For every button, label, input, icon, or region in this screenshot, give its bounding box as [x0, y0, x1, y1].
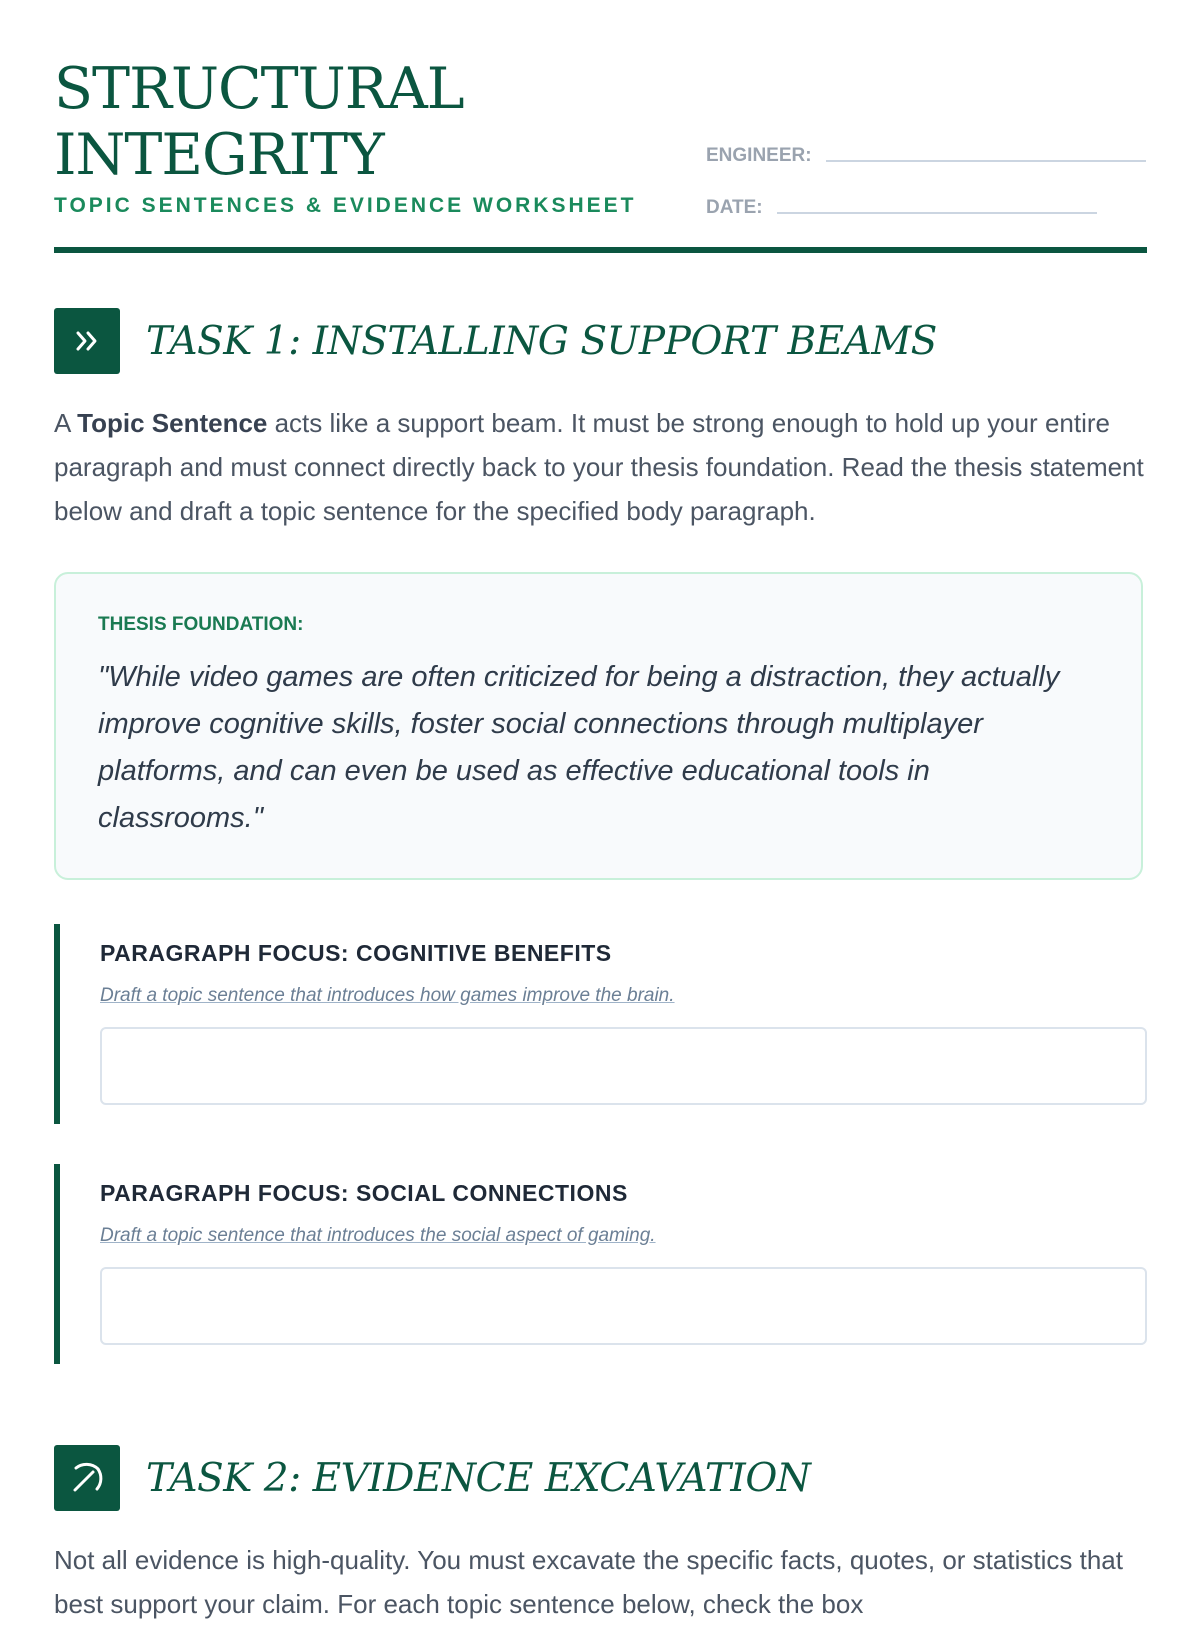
topic-sentence-input-cognitive[interactable]	[100, 1027, 1147, 1105]
date-field[interactable]	[777, 192, 1097, 214]
topic-sentence-input-social[interactable]	[100, 1267, 1147, 1345]
task2-heading	[54, 1445, 810, 1511]
focus-block-cognitive	[54, 924, 1147, 1124]
title-line-1: STRUCTURAL	[54, 56, 464, 122]
task2-instructions: Not all evidence is high-quality. You must excavate the specific facts, quotes, or statistics that best support your claim. For each topic sentence below, check the box	[54, 1545, 1123, 1619]
worksheet-header	[54, 0, 1147, 252]
task1-heading	[54, 308, 937, 374]
date-label: DATE:	[706, 197, 763, 218]
thesis-text: "While video games are often criticized for being a distraction, they actually improve cognitive skills, foster social connections through multiplayer platforms, and can even be used as effective educational tools in classrooms."	[98, 661, 1060, 834]
task1-intro-prefix: A	[54, 408, 78, 438]
focus-hint: Draft a topic sentence that introduces how games improve the brain.	[100, 985, 675, 1006]
engineer-field[interactable]	[826, 140, 1146, 162]
title-line-2: INTEGRITY	[54, 122, 384, 188]
focus-block-social	[54, 1164, 1147, 1364]
pickaxe-icon	[54, 1445, 120, 1511]
task1-title: TASK 1: INSTALLING SUPPORT BEAMS	[146, 318, 937, 364]
worksheet-subtitle: TOPIC SENTENCES & EVIDENCE WORKSHEET	[54, 194, 637, 217]
thesis-label: THESIS FOUNDATION:	[98, 614, 304, 635]
date-row	[706, 180, 1147, 220]
engineer-label: ENGINEER:	[706, 145, 812, 166]
double-chevron-right-icon	[54, 308, 120, 374]
task1-intro-body: acts like a support beam. It must be strong enough to hold up your entire paragraph and must connect directly back to your thesis foundation. Read the thesis statement below and draft a topic sentence for the specified body paragraph.	[54, 408, 1144, 526]
title-block	[54, 56, 637, 218]
task1-instructions	[54, 401, 1147, 533]
engineer-row	[706, 128, 1147, 168]
focus-title: PARAGRAPH FOCUS: COGNITIVE BENEFITS	[100, 940, 612, 966]
worksheet-page	[54, 0, 1147, 1619]
task1-intro-term: Topic Sentence	[77, 408, 268, 438]
header-divider	[54, 247, 1147, 253]
worksheet-title	[54, 56, 637, 188]
student-meta	[706, 128, 1147, 232]
focus-hint: Draft a topic sentence that introduces the social aspect of gaming.	[100, 1225, 656, 1246]
thesis-box	[54, 572, 1143, 880]
task2-title: TASK 2: EVIDENCE EXCAVATION	[146, 1455, 811, 1501]
focus-title: PARAGRAPH FOCUS: SOCIAL CONNECTIONS	[100, 1180, 628, 1206]
